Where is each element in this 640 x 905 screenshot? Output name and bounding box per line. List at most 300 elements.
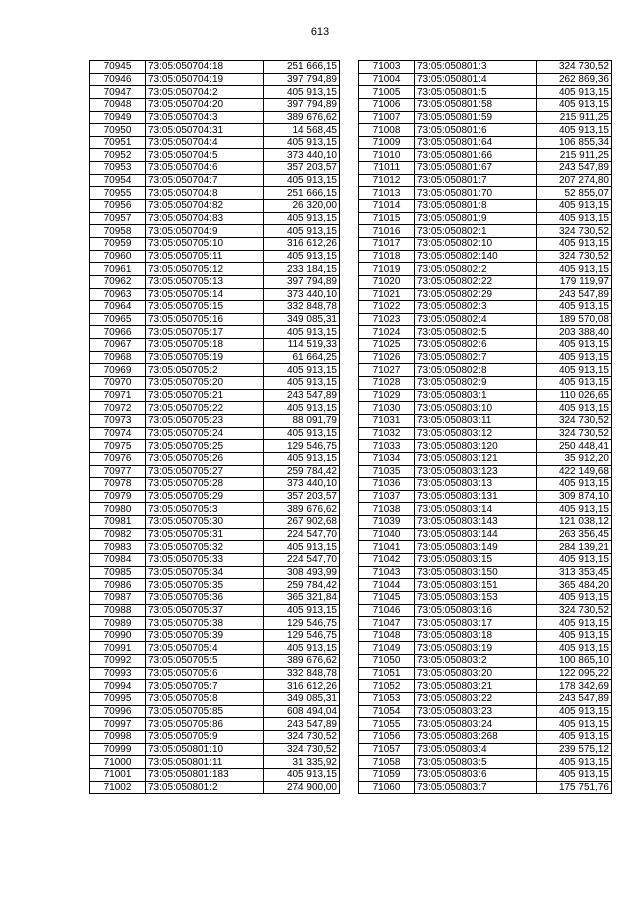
value-cell: 250 448,41 (537, 440, 612, 453)
cadastral-number-cell: 73:05:050803:18 (415, 629, 537, 642)
cadastral-number-cell: 73:05:050803:13 (415, 478, 537, 491)
row-number-cell: 71030 (359, 402, 415, 415)
value-cell: 405 913,15 (537, 718, 612, 731)
value-cell: 178 342,69 (537, 680, 612, 693)
row-number-cell: 70984 (90, 553, 146, 566)
value-cell: 397 794,89 (264, 73, 340, 86)
row-number-cell: 71024 (359, 326, 415, 339)
cadastral-number-cell: 73:05:050802:10 (415, 237, 537, 250)
value-cell: 389 676,62 (264, 655, 340, 668)
table-row (359, 250, 612, 263)
table-row (359, 440, 612, 453)
value-cell: 26 320,00 (264, 200, 340, 213)
cadastral-number-cell: 73:05:050802:140 (415, 250, 537, 263)
table-row (90, 187, 340, 200)
cadastral-number-cell: 73:05:050705:38 (146, 617, 264, 630)
table-row (359, 351, 612, 364)
table-row (90, 680, 340, 693)
cadastral-number-cell: 73:05:050705:26 (146, 452, 264, 465)
row-number-cell: 70955 (90, 187, 146, 200)
value-cell: 405 913,15 (537, 629, 612, 642)
value-cell: 324 730,52 (264, 730, 340, 743)
table-row (90, 414, 340, 427)
table-row (90, 579, 340, 592)
row-number-cell: 71053 (359, 693, 415, 706)
value-cell: 100 865,10 (537, 655, 612, 668)
cadastral-number-cell: 73:05:050705:29 (146, 490, 264, 503)
row-number-cell: 71035 (359, 465, 415, 478)
table-row (359, 528, 612, 541)
row-number-cell: 70989 (90, 617, 146, 630)
value-cell: 243 547,89 (537, 693, 612, 706)
table-row (90, 225, 340, 238)
cadastral-number-cell: 73:05:050803:151 (415, 579, 537, 592)
row-number-cell: 70988 (90, 604, 146, 617)
value-cell: 405 913,15 (537, 364, 612, 377)
value-cell: 373 440,10 (264, 288, 340, 301)
cadastral-number-cell: 73:05:050803:4 (415, 743, 537, 756)
table-row (90, 364, 340, 377)
cadastral-number-cell: 73:05:050803:15 (415, 553, 537, 566)
cadastral-number-cell: 73:05:050705:27 (146, 465, 264, 478)
value-cell: 405 913,15 (264, 452, 340, 465)
cadastral-number-cell: 73:05:050704:5 (146, 149, 264, 162)
table-row (90, 528, 340, 541)
value-cell: 365 321,84 (264, 591, 340, 604)
cadastral-number-cell: 73:05:050802:8 (415, 364, 537, 377)
row-number-cell: 70959 (90, 237, 146, 250)
cadastral-number-cell: 73:05:050705:30 (146, 516, 264, 529)
value-cell: 405 913,15 (537, 86, 612, 99)
value-cell: 203 388,40 (537, 326, 612, 339)
row-number-cell: 70999 (90, 743, 146, 756)
value-cell: 405 913,15 (264, 541, 340, 554)
cadastral-number-cell: 73:05:050705:33 (146, 553, 264, 566)
cadastral-number-cell: 73:05:050801:6 (415, 124, 537, 137)
value-cell: 274 900,00 (264, 781, 340, 794)
left-table-body (90, 61, 340, 794)
row-number-cell: 71034 (359, 452, 415, 465)
value-cell: 405 913,15 (537, 212, 612, 225)
table-row (359, 617, 612, 630)
value-cell: 129 546,75 (264, 440, 340, 453)
cadastral-number-cell: 73:05:050803:268 (415, 730, 537, 743)
value-cell: 308 493,99 (264, 566, 340, 579)
value-cell: 224 547,70 (264, 553, 340, 566)
row-number-cell: 70956 (90, 200, 146, 213)
table-row (359, 237, 612, 250)
cadastral-number-cell: 73:05:050705:4 (146, 642, 264, 655)
row-number-cell: 70970 (90, 377, 146, 390)
row-number-cell: 70971 (90, 389, 146, 402)
table-row (90, 617, 340, 630)
table-row (359, 98, 612, 111)
left-table (89, 60, 340, 794)
value-cell: 259 784,42 (264, 579, 340, 592)
row-number-cell: 70961 (90, 263, 146, 276)
cadastral-number-cell: 73:05:050802:6 (415, 339, 537, 352)
cadastral-number-cell: 73:05:050801:67 (415, 162, 537, 175)
row-number-cell: 70972 (90, 402, 146, 415)
table-row (90, 629, 340, 642)
value-cell: 324 730,52 (537, 427, 612, 440)
value-cell: 405 913,15 (264, 250, 340, 263)
table-row (359, 566, 612, 579)
value-cell: 114 519,33 (264, 339, 340, 352)
cadastral-number-cell: 73:05:050705:3 (146, 503, 264, 516)
cadastral-number-cell: 73:05:050704:3 (146, 111, 264, 124)
cadastral-number-cell: 73:05:050705:39 (146, 629, 264, 642)
value-cell: 324 730,52 (537, 250, 612, 263)
cadastral-number-cell: 73:05:050705:18 (146, 339, 264, 352)
row-number-cell: 71012 (359, 174, 415, 187)
value-cell: 405 913,15 (264, 136, 340, 149)
table-row (359, 339, 612, 352)
row-number-cell: 70964 (90, 301, 146, 314)
value-cell: 110 026,65 (537, 389, 612, 402)
cadastral-number-cell: 73:05:050801:10 (146, 743, 264, 756)
table-row (90, 516, 340, 529)
cadastral-number-cell: 73:05:050803:1 (415, 389, 537, 402)
table-row (359, 187, 612, 200)
table-row (359, 414, 612, 427)
value-cell: 389 676,62 (264, 111, 340, 124)
cadastral-number-cell: 73:05:050705:23 (146, 414, 264, 427)
value-cell: 215 911,25 (537, 149, 612, 162)
cadastral-number-cell: 73:05:050802:3 (415, 301, 537, 314)
table-row (359, 705, 612, 718)
table-row (90, 250, 340, 263)
table-row (359, 275, 612, 288)
value-cell: 324 730,52 (537, 225, 612, 238)
row-number-cell: 70946 (90, 73, 146, 86)
table-row (359, 756, 612, 769)
cadastral-number-cell: 73:05:050705:10 (146, 237, 264, 250)
row-number-cell: 71018 (359, 250, 415, 263)
table-row (359, 427, 612, 440)
row-number-cell: 70998 (90, 730, 146, 743)
cadastral-number-cell: 73:05:050803:19 (415, 642, 537, 655)
value-cell: 207 274,80 (537, 174, 612, 187)
value-cell: 405 913,15 (264, 212, 340, 225)
row-number-cell: 71054 (359, 705, 415, 718)
value-cell: 239 575,12 (537, 743, 612, 756)
cadastral-number-cell: 73:05:050705:36 (146, 591, 264, 604)
row-number-cell: 70953 (90, 162, 146, 175)
row-number-cell: 71031 (359, 414, 415, 427)
row-number-cell: 71029 (359, 389, 415, 402)
row-number-cell: 70991 (90, 642, 146, 655)
value-cell: 14 568,45 (264, 124, 340, 137)
cadastral-number-cell: 73:05:050803:16 (415, 604, 537, 617)
row-number-cell: 70954 (90, 174, 146, 187)
table-row (90, 162, 340, 175)
table-row (359, 667, 612, 680)
row-number-cell: 71017 (359, 237, 415, 250)
row-number-cell: 71014 (359, 200, 415, 213)
table-row (359, 136, 612, 149)
table-row (359, 655, 612, 668)
value-cell: 389 676,62 (264, 503, 340, 516)
table-row (90, 553, 340, 566)
row-number-cell: 70979 (90, 490, 146, 503)
cadastral-number-cell: 73:05:050803:20 (415, 667, 537, 680)
cadastral-number-cell: 73:05:050705:32 (146, 541, 264, 554)
table-row (90, 642, 340, 655)
row-number-cell: 71000 (90, 756, 146, 769)
row-number-cell: 70962 (90, 275, 146, 288)
table-row (90, 440, 340, 453)
value-cell: 373 440,10 (264, 478, 340, 491)
row-number-cell: 71032 (359, 427, 415, 440)
cadastral-number-cell: 73:05:050801:3 (415, 61, 537, 74)
row-number-cell: 71046 (359, 604, 415, 617)
table-row (90, 591, 340, 604)
cadastral-number-cell: 73:05:050704:83 (146, 212, 264, 225)
row-number-cell: 71051 (359, 667, 415, 680)
cadastral-number-cell: 73:05:050801:9 (415, 212, 537, 225)
value-cell: 349 085,31 (264, 313, 340, 326)
cadastral-number-cell: 73:05:050705:6 (146, 667, 264, 680)
table-row (359, 389, 612, 402)
value-cell: 365 484,20 (537, 579, 612, 592)
row-number-cell: 71004 (359, 73, 415, 86)
table-row (90, 604, 340, 617)
right-table-body (359, 61, 612, 794)
row-number-cell: 71009 (359, 136, 415, 149)
row-number-cell: 71049 (359, 642, 415, 655)
table-row (90, 377, 340, 390)
cadastral-number-cell: 73:05:050802:29 (415, 288, 537, 301)
cadastral-number-cell: 73:05:050801:4 (415, 73, 537, 86)
cadastral-number-cell: 73:05:050704:2 (146, 86, 264, 99)
row-number-cell: 70965 (90, 313, 146, 326)
cadastral-number-cell: 73:05:050803:12 (415, 427, 537, 440)
cadastral-number-cell: 73:05:050803:14 (415, 503, 537, 516)
cadastral-number-cell: 73:05:050705:12 (146, 263, 264, 276)
value-cell: 215 911,25 (537, 111, 612, 124)
cadastral-number-cell: 73:05:050705:17 (146, 326, 264, 339)
table-row (90, 98, 340, 111)
row-number-cell: 71002 (90, 781, 146, 794)
value-cell: 263 356,45 (537, 528, 612, 541)
value-cell: 422 149,68 (537, 465, 612, 478)
table-row (359, 718, 612, 731)
value-cell: 284 139,21 (537, 541, 612, 554)
table-row (359, 768, 612, 781)
row-number-cell: 70974 (90, 427, 146, 440)
value-cell: 405 913,15 (537, 263, 612, 276)
cadastral-number-cell: 73:05:050803:123 (415, 465, 537, 478)
value-cell: 332 848,78 (264, 667, 340, 680)
cadastral-number-cell: 73:05:050803:6 (415, 768, 537, 781)
value-cell: 35 912,20 (537, 452, 612, 465)
table-row (90, 326, 340, 339)
row-number-cell: 71028 (359, 377, 415, 390)
table-row (359, 124, 612, 137)
cadastral-number-cell: 73:05:050801:58 (415, 98, 537, 111)
cadastral-number-cell: 73:05:050803:121 (415, 452, 537, 465)
row-number-cell: 70951 (90, 136, 146, 149)
table-row (359, 541, 612, 554)
row-number-cell: 71011 (359, 162, 415, 175)
table-row (359, 452, 612, 465)
row-number-cell: 71038 (359, 503, 415, 516)
cadastral-number-cell: 73:05:050801:2 (146, 781, 264, 794)
table-row (90, 263, 340, 276)
table-row (90, 756, 340, 769)
cadastral-number-cell: 73:05:050801:8 (415, 200, 537, 213)
cadastral-number-cell: 73:05:050801:64 (415, 136, 537, 149)
value-cell: 405 913,15 (537, 237, 612, 250)
cadastral-number-cell: 73:05:050801:70 (415, 187, 537, 200)
value-cell: 405 913,15 (537, 617, 612, 630)
value-cell: 405 913,15 (264, 402, 340, 415)
value-cell: 397 794,89 (264, 98, 340, 111)
cadastral-number-cell: 73:05:050802:22 (415, 275, 537, 288)
cadastral-number-cell: 73:05:050803:150 (415, 566, 537, 579)
row-number-cell: 70993 (90, 667, 146, 680)
value-cell: 405 913,15 (264, 427, 340, 440)
row-number-cell: 70947 (90, 86, 146, 99)
row-number-cell: 70958 (90, 225, 146, 238)
table-row (359, 579, 612, 592)
value-cell: 357 203,57 (264, 162, 340, 175)
table-row (90, 149, 340, 162)
row-number-cell: 71050 (359, 655, 415, 668)
value-cell: 405 913,15 (537, 478, 612, 491)
table-row (90, 718, 340, 731)
cadastral-number-cell: 73:05:050801:66 (415, 149, 537, 162)
cadastral-number-cell: 73:05:050802:4 (415, 313, 537, 326)
value-cell: 189 570,08 (537, 313, 612, 326)
cadastral-number-cell: 73:05:050803:23 (415, 705, 537, 718)
value-cell: 373 440,10 (264, 149, 340, 162)
row-number-cell: 71039 (359, 516, 415, 529)
value-cell: 251 666,15 (264, 61, 340, 74)
table-row (359, 693, 612, 706)
cadastral-number-cell: 73:05:050704:31 (146, 124, 264, 137)
table-row (359, 111, 612, 124)
value-cell: 175 751,76 (537, 781, 612, 794)
table-row (90, 693, 340, 706)
table-row (359, 781, 612, 794)
row-number-cell: 71005 (359, 86, 415, 99)
cadastral-number-cell: 73:05:050803:149 (415, 541, 537, 554)
row-number-cell: 71045 (359, 591, 415, 604)
table-row (90, 465, 340, 478)
cadastral-number-cell: 73:05:050803:24 (415, 718, 537, 731)
cadastral-number-cell: 73:05:050803:131 (415, 490, 537, 503)
table-row (359, 490, 612, 503)
value-cell: 405 913,15 (537, 642, 612, 655)
row-number-cell: 71056 (359, 730, 415, 743)
row-number-cell: 71040 (359, 528, 415, 541)
cadastral-number-cell: 73:05:050705:86 (146, 718, 264, 731)
table-row (90, 73, 340, 86)
cadastral-number-cell: 73:05:050704:20 (146, 98, 264, 111)
table-row (359, 225, 612, 238)
table-row (90, 136, 340, 149)
value-cell: 31 335,92 (264, 756, 340, 769)
value-cell: 251 666,15 (264, 187, 340, 200)
row-number-cell: 70952 (90, 149, 146, 162)
cadastral-number-cell: 73:05:050705:11 (146, 250, 264, 263)
cadastral-number-cell: 73:05:050705:14 (146, 288, 264, 301)
value-cell: 405 913,15 (537, 200, 612, 213)
cadastral-number-cell: 73:05:050704:8 (146, 187, 264, 200)
row-number-cell: 71027 (359, 364, 415, 377)
cadastral-number-cell: 73:05:050803:17 (415, 617, 537, 630)
cadastral-number-cell: 73:05:050801:59 (415, 111, 537, 124)
row-number-cell: 70983 (90, 541, 146, 554)
cadastral-number-cell: 73:05:050705:28 (146, 478, 264, 491)
row-number-cell: 71016 (359, 225, 415, 238)
row-number-cell: 71033 (359, 440, 415, 453)
row-number-cell: 70980 (90, 503, 146, 516)
row-number-cell: 70949 (90, 111, 146, 124)
cadastral-number-cell: 73:05:050705:2 (146, 364, 264, 377)
table-row (90, 237, 340, 250)
table-row (90, 389, 340, 402)
row-number-cell: 70992 (90, 655, 146, 668)
cadastral-number-cell: 73:05:050801:5 (415, 86, 537, 99)
cadastral-number-cell: 73:05:050704:7 (146, 174, 264, 187)
cadastral-number-cell: 73:05:050803:11 (415, 414, 537, 427)
table-row (359, 162, 612, 175)
row-number-cell: 70990 (90, 629, 146, 642)
table-row (90, 275, 340, 288)
table-row (90, 288, 340, 301)
row-number-cell: 71041 (359, 541, 415, 554)
value-cell: 405 913,15 (537, 705, 612, 718)
row-number-cell: 71057 (359, 743, 415, 756)
row-number-cell: 70995 (90, 693, 146, 706)
table-row (90, 427, 340, 440)
row-number-cell: 71055 (359, 718, 415, 731)
cadastral-number-cell: 73:05:050802:7 (415, 351, 537, 364)
table-row (359, 301, 612, 314)
value-cell: 405 913,15 (537, 402, 612, 415)
row-number-cell: 71036 (359, 478, 415, 491)
value-cell: 405 913,15 (264, 326, 340, 339)
value-cell: 52 855,07 (537, 187, 612, 200)
row-number-cell: 70957 (90, 212, 146, 225)
cadastral-number-cell: 73:05:050704:4 (146, 136, 264, 149)
value-cell: 332 848,78 (264, 301, 340, 314)
value-cell: 129 546,75 (264, 629, 340, 642)
table-row (90, 705, 340, 718)
value-cell: 405 913,15 (264, 174, 340, 187)
row-number-cell: 71010 (359, 149, 415, 162)
table-row (90, 768, 340, 781)
row-number-cell: 71022 (359, 301, 415, 314)
cadastral-number-cell: 73:05:050802:9 (415, 377, 537, 390)
row-number-cell: 70975 (90, 440, 146, 453)
cadastral-number-cell: 73:05:050705:8 (146, 693, 264, 706)
value-cell: 243 547,89 (264, 389, 340, 402)
table-row (359, 149, 612, 162)
table-row (359, 402, 612, 415)
cadastral-number-cell: 73:05:050802:1 (415, 225, 537, 238)
table-row (359, 642, 612, 655)
table-row (90, 781, 340, 794)
table-row (90, 313, 340, 326)
table-row (90, 402, 340, 415)
table-row (359, 377, 612, 390)
table-row (359, 288, 612, 301)
value-cell: 405 913,15 (264, 642, 340, 655)
